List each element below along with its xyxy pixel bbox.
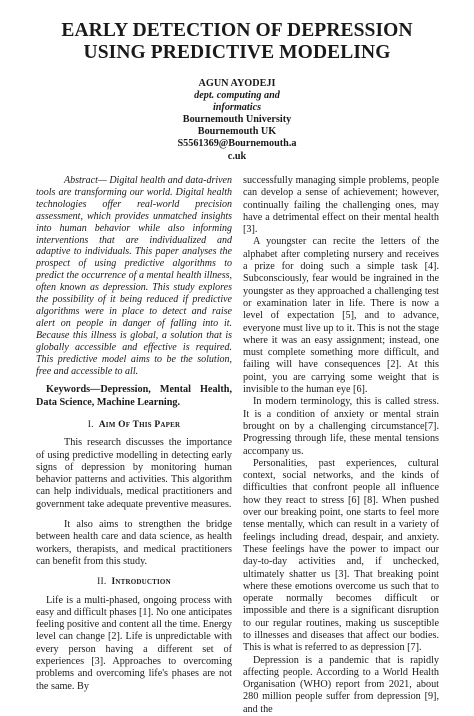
section-number-aim: I.	[87, 420, 94, 430]
title-line-2: USING PREDICTIVE MODELING	[83, 42, 391, 63]
left-column	[36, 175, 232, 701]
keywords: Keywords—Depression, Mental Health, Data Science, Machine Learning.	[36, 384, 232, 408]
author-email-1: S5561369@Bournemouth.a	[177, 138, 297, 150]
body-paragraph-4: Personalities, past experiences, cultural context, social networks, and the kinds of difficulties that confront people all influence how they react to stress [6] [8]. When pushed over our breaking point, one starts to feel more tense mentally, which can result in a variety of feelings including dread, despair, and anxiety. These feelings have the power to impact our day-to-day activities and, if unchecked, ultimately shatter us [3]. That breaking point where these emotions overcome us such that to operate normally becomes difficult or impossible and there is a significant disruption to our regular routines, making us susceptible to illnesses and diseases that affect our bodies. This is what is referred to as depression [7].	[243, 457, 439, 654]
body-paragraph-3: In modern terminology, this is called stress. It is a condition of anxiety or mental strain brought on by a challenging circumstance[7]. Progressing through life, these mental tensions accompany us.	[243, 396, 439, 457]
section-heading-aim	[36, 419, 232, 431]
aim-paragraph-1: This research discusses the importance of using predictive modelling in detecting early signs of depression by monitoring human behavior patterns and activities. This algorithm can help individuals, medical practitioners and government take adequate preventive measures.	[36, 437, 232, 510]
section-number-introduction: II.	[97, 577, 107, 588]
section-heading-introduction	[36, 576, 232, 588]
author-block	[140, 78, 334, 163]
title-line-1: EARLY DETECTION OF DEPRESSION	[61, 20, 413, 41]
author-affiliation-2: informatics	[212, 102, 262, 114]
body-paragraph-1: successfully managing simple problems, people can develop a sense of achievement; however, continually failing the challenging ones, may have a detrimental effect on their mental health [3].	[243, 175, 439, 236]
right-column	[243, 175, 439, 716]
paper-title	[20, 20, 454, 64]
intro-paragraph-1: Life is a multi-phased, ongoing process with easy and difficult phases [1]. No one anticipates feeling positive and content all the time. Energy level can change [2]. Life is unpredictable with every person having a different set of experiences [3]. Approaches to overcoming problems and overcoming life's phases are not the same. By	[36, 594, 232, 692]
body-paragraph-2: A youngster can recite the letters of the alphabet after completing nursery and receives a prize for doing such a simple task [4]. Subconsciously, fear would be ingrained in the youngster as they approached a challenging test or examination later in life. There is now a level of expectation [5], and to advance, everyone must live up to it. This is not the stage where it was an easy assignment; instead, one must complete something more difficult, and failing will have consequences [2]. At this point, you are carrying some weight that is invisible to the human eye [6].	[243, 236, 439, 396]
author-affiliation-1: dept. computing and	[194, 90, 280, 102]
abstract: Abstract— Digital health and data-driven tools are transforming our world. Digital health technologies offer real-world precision assessment, which provides unmatched insights into human behavior while also informing interventions that are individualized and adaptive to individuals. This paper analyses the prospect of using predictive algorithms to predict the occurrence of a mental health illness, often known as depression. This study explores the possibility of it being reduced if predictive algorithms were in place to detect and raise alert on people in danger of falling into it. Because this illness is global, a solution that is globally accessible and effective is required. This predictive model aims to be the solution, free and accessible to all.	[36, 175, 232, 377]
author-location: Bournemouth UK	[197, 126, 277, 138]
author-name: AGUN AYODEJI	[198, 78, 276, 89]
section-title-introduction: Introduction	[111, 577, 171, 588]
aim-paragraph-2: It also aims to strengthen the bridge between health care and data science, as health workers, therapists, and medical practitioners can benefit from this study.	[36, 519, 232, 567]
author-institution: Bournemouth University	[182, 114, 292, 126]
section-title-aim: Aim Of This Paper	[98, 420, 181, 430]
body-paragraph-5: Depression is a pandemic that is rapidly affecting people. According to a World Health Organisation (WHO) report from 2021, about 280 million people suffer from depression [9], and the	[243, 654, 439, 715]
author-email-2: c.uk	[227, 150, 247, 162]
